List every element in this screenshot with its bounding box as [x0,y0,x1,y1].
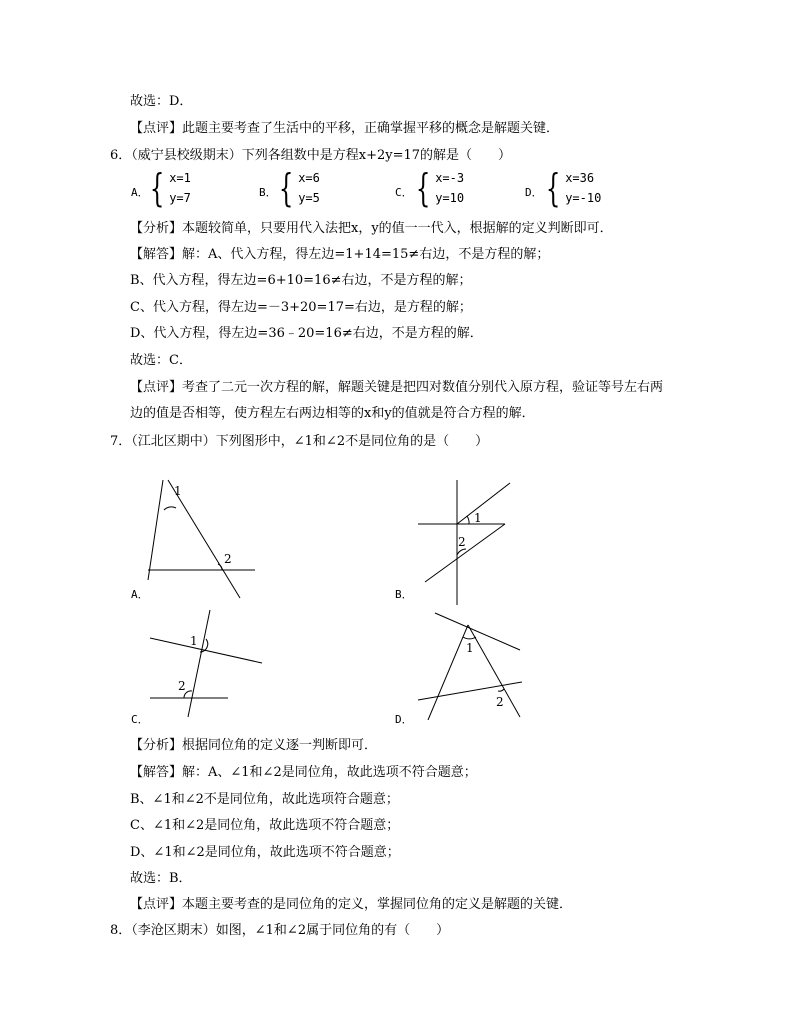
angle-2-arc [218,564,222,570]
q6-comment-line-1: 【点评】考查了二元一次方程的解，解题关键是把四对数值分别代入原方程，验证等号左右两 [130,380,664,395]
q5-choice: 故选：D． [130,94,193,109]
q7-answer-line-3: C、∠1和∠2是同位角，故此选项不符合题意； [130,818,400,833]
q6-answer-line-1: 【解答】解：A、代入方程，得左边=1+14=15≠右边，不是方程的解； [130,247,550,262]
equation-system [274,168,320,208]
q6-choice: 故选：C． [130,353,192,368]
equation-system [541,168,601,208]
q6-comment-line-2: 边的值是否相等，使方程左右两边相等的x和y的值就是符合方程的解． [130,406,535,421]
angle-1-arc [467,516,469,524]
angle-1-label: 1 [466,641,474,655]
angle-1-label: 1 [474,511,482,525]
option-label: B． [259,186,277,199]
upper-line [435,613,520,650]
equation-system [411,168,464,208]
angle-2-label: 2 [496,695,504,709]
angle-2-arc [498,689,504,691]
brace-icon: { [278,166,294,210]
transversal-line [425,524,505,582]
brace-icon: { [415,166,431,210]
q7-choice: 故选：B． [130,871,192,886]
figure-b-label: B． [395,588,413,601]
transversal-line [457,483,510,524]
angle-2-label: 2 [178,679,186,693]
figure-a-label: A． [131,588,149,601]
figure-d-label: D． [395,713,413,726]
angle-1-label: 1 [190,634,198,648]
angle-1-arc [164,507,176,510]
equation-x: x=1 [169,171,191,185]
angle-1-label: 1 [174,484,182,498]
equation-y: y=10 [435,191,465,205]
option-label: C． [395,186,413,199]
q6-answer-line-2: B、代入方程，得左边=6+10=16≠右边，不是方程的解； [130,273,472,288]
figure-b [410,475,530,610]
transversal-line [188,610,210,717]
angle-1-arc [463,637,476,639]
figure-a [140,470,270,605]
option-label: A． [131,186,149,199]
q5-comment: 【点评】此题主要考查了生活中的平移，正确掌握平移的概念是解题关键． [130,121,560,136]
brace-icon: { [545,166,561,210]
equation-x: x=6 [298,171,320,185]
transversal-line [148,480,163,580]
equation-y: y=-10 [565,191,602,205]
q7-comment: 【点评】本题主要考查的是同位角的定义，掌握同位角的定义是解题的关键． [130,897,573,912]
equation-system [145,168,191,208]
angle-2-label: 2 [458,535,466,549]
angle-2-label: 2 [224,552,232,566]
figure-c-label: C． [131,713,149,726]
brace-icon: { [149,166,165,210]
q7-analysis: 【分析】根据同位角的定义逐一判断即可． [130,738,378,753]
q8-stem: 8．（李沧区期末）如图，∠1和∠2属于同位角的有（ ） [110,923,450,938]
q6-answer-line-3: C、代入方程，得左边=－3+20=17=右边，是方程的解； [130,300,472,315]
equation-y: y=7 [169,191,191,205]
equation-y: y=5 [298,191,320,205]
lower-line [418,682,522,700]
transversal-line [428,625,468,720]
q6-stem: 6．（威宁县校级期末）下列各组数中是方程x+2y=17的解是（ ） [110,148,512,163]
figure-c [140,605,270,720]
q7-answer-line-1: 【解答】解：A、∠1和∠2是同位角，故此选项不符合题意； [130,765,477,780]
equation-x: x=-3 [435,171,465,185]
option-label: D． [525,186,543,199]
figure-d [410,605,530,720]
angle-2-arc [457,549,466,555]
q7-answer-line-4: D、∠1和∠2是同位角，故此选项不符合题意； [130,845,400,860]
upper-line [150,638,262,663]
q6-analysis: 【分析】本题较简单，只要用代入法把x，y的值一一代入，根据解的定义判断即可． [130,221,613,236]
equation-x: x=36 [565,171,595,185]
q6-answer-line-4: D、代入方程，得左边=36﹣20=16≠右边，不是方程的解． [130,326,483,341]
q7-answer-line-2: B、∠1和∠2不是同位角，故此选项符合题意； [130,792,399,807]
q7-stem: 7．（江北区期中）下列图形中，∠1和∠2不是同位角的是（ ） [110,434,489,449]
